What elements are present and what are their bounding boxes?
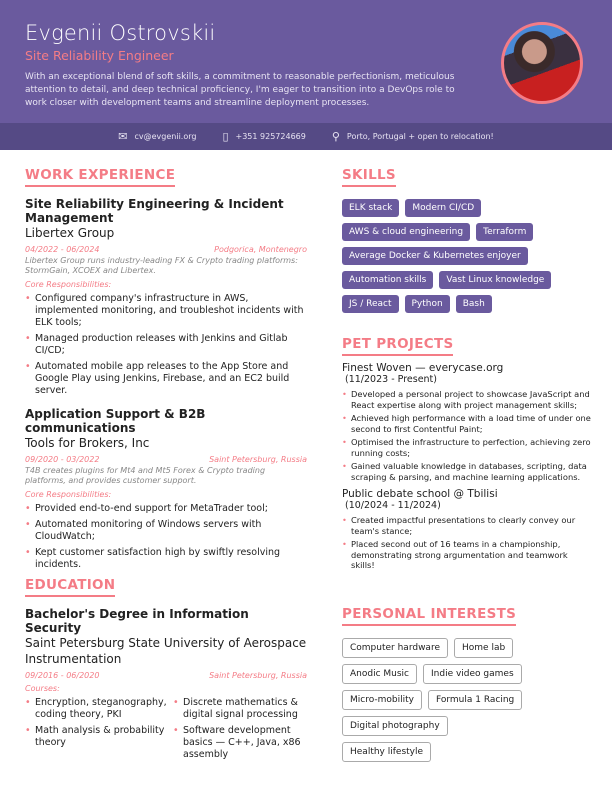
skill-tag: Vast Linux knowledge — [439, 271, 551, 289]
bullet: • Managed production releases with Jenkins and Gitlab CI/CD; — [25, 333, 307, 357]
interest-tag: Computer hardware — [342, 638, 448, 658]
candidate-name: Evgenii Ostrovskii — [25, 21, 216, 45]
skills-section — [342, 164, 592, 313]
bullet: • Gained valuable knowledge in databases, scripting, data scraping & parsing, and machine learning applications. — [342, 461, 592, 482]
interest-tag: Anodic Music — [342, 664, 417, 684]
responsibilities-label: Core Responsibilities: — [25, 490, 112, 499]
job-entry — [25, 197, 307, 397]
degree: Bachelor's Degree in Information Security — [25, 607, 249, 635]
job-location: Saint Petersburg, Russia — [209, 455, 307, 464]
bullet: • Created impactful presentations to clearly convey our team's stance; — [342, 515, 592, 536]
work-experience-section — [25, 164, 307, 571]
section-title: PERSONAL INTERESTS — [342, 606, 516, 626]
bullet: • Achieved high performance with a load time of under one second to first Contentful Paint; — [342, 413, 592, 434]
skill-tag: Average Docker & Kubernetes enjoyer — [342, 247, 528, 265]
bullet: • Kept customer satisfaction high by swiftly resolving incidents. — [25, 547, 307, 571]
skill-tag: AWS & cloud engineering — [342, 223, 470, 241]
edu-dates: 09/2016 - 06/2020 — [25, 671, 100, 680]
skill-tag: Bash — [456, 295, 492, 313]
skill-tag: Automation skills — [342, 271, 433, 289]
section-title: PET PROJECTS — [342, 336, 453, 356]
skill-tag: JS / React — [342, 295, 399, 313]
email-text: cv@evgenii.org — [134, 132, 197, 141]
job-dates: 04/2022 - 06/2024 — [25, 245, 100, 254]
mail-icon: ✉ — [118, 130, 128, 143]
contact-email[interactable] — [118, 130, 196, 143]
skill-tag: Python — [405, 295, 450, 313]
interest-tag: Indie video games — [423, 664, 522, 684]
phone-text: +351 925724669 — [235, 132, 306, 141]
job-description: T4B creates plugins for Mt4 and Mt5 Forex & Crypto trading platforms, and provides customer support. — [25, 466, 266, 485]
course: • Software development basics — C++, Java, x86 assembly — [173, 725, 303, 761]
contact-location — [332, 130, 494, 143]
bullet: • Developed a personal project to showcase JavaScript and React expertise along with project management skills; — [342, 389, 592, 410]
course: • Discrete mathematics & digital signal processing — [173, 697, 303, 721]
contact-phone[interactable] — [222, 130, 305, 143]
job-location: Podgorica, Montenegro — [214, 245, 307, 254]
interest-tag: Home lab — [454, 638, 513, 658]
personal-interests-section — [342, 603, 592, 762]
candidate-role: Site Reliability Engineer — [25, 48, 174, 63]
job-entry — [25, 407, 307, 571]
course: • Encryption, steganography, coding theory, PKI — [25, 697, 173, 721]
bullet: • Automated monitoring of Windows servers with CloudWatch; — [25, 519, 307, 543]
job-dates: 09/2020 - 03/2022 — [25, 455, 100, 464]
location-text: Porto, Portugal + open to relocation! — [346, 132, 494, 141]
company: Libertex Group — [25, 226, 115, 240]
bullet: • Provided end-to-end support for MetaTrader tool; — [25, 503, 307, 515]
interest-tag: Micro-mobility — [342, 690, 422, 710]
courses-label: Courses: — [25, 684, 60, 693]
education-section — [25, 574, 307, 761]
project-name: Public debate school @ Tbilisi — [342, 488, 498, 500]
location-pin-icon: ⚲ — [331, 130, 340, 143]
section-title: SKILLS — [342, 167, 396, 187]
project-name: Finest Woven — everycase.org — [342, 362, 504, 374]
pet-projects-section — [342, 333, 592, 571]
interest-tag: Healthy lifestyle — [342, 742, 431, 762]
phone-icon: ▯ — [222, 130, 229, 143]
skill-tag: ELK stack — [342, 199, 399, 217]
skill-tag: Modern CI/CD — [405, 199, 481, 217]
project-dates: (11/2023 - Present) — [345, 374, 437, 385]
section-title: WORK EXPERIENCE — [25, 167, 175, 187]
contact-bar — [0, 123, 612, 150]
skill-tag: Terraform — [476, 223, 533, 241]
profile-photo — [501, 22, 583, 104]
section-title: EDUCATION — [25, 577, 115, 597]
summary: With an exceptional blend of soft skills, a commitment to reasonable perfectionism, meticulous attention to detail, and deep technical proficiency, I'm eager to transition into a DevOps role to work closer with development teams and streamline deployment processes. — [25, 72, 455, 108]
interest-tag: Formula 1 Racing — [428, 690, 522, 710]
company: Tools for Brokers, Inc — [25, 436, 150, 450]
bullet: • Automated mobile app releases to the App Store and Google Play using Jenkins, Firebase, and an EC2 build server. — [25, 361, 307, 397]
project-dates: (10/2024 - 11/2024) — [345, 500, 441, 511]
responsibilities-label: Core Responsibilities: — [25, 280, 112, 289]
school: Saint Petersburg State University of Aerospace Instrumentation — [25, 636, 307, 666]
interest-tag: Digital photography — [342, 716, 448, 736]
header — [0, 0, 612, 123]
job-description: Libertex Group runs industry-leading FX & Crypto trading platforms: StormGain, XCOEX and Libertex. — [25, 256, 298, 275]
job-title: Application Support & B2B communications — [25, 407, 206, 435]
bullet: • Placed second out of 16 teams in a championship, demonstrating strong argumentation and teamwork skills! — [342, 539, 592, 571]
job-title: Site Reliability Engineering & Incident Management — [25, 197, 284, 225]
bullet: • Configured company's infrastructure in AWS, implemented monitoring, and troubleshot incidents with ELK tools; — [25, 293, 307, 329]
course: • Math analysis & probability theory — [25, 725, 173, 761]
edu-location: Saint Petersburg, Russia — [209, 671, 307, 680]
bullet: • Optimised the infrastructure to perfection, achieving zero running costs; — [342, 437, 592, 458]
